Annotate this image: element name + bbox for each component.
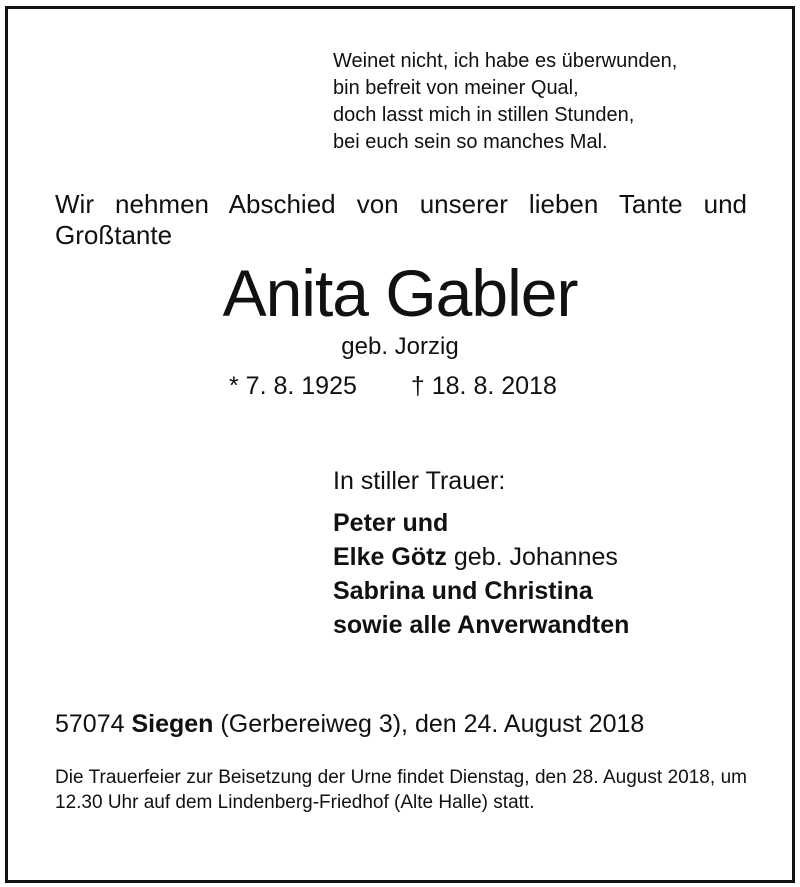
mourner-line: Sabrina und Christina bbox=[333, 577, 593, 605]
address-date: (Gerbereiweg 3), den 24. August 2018 bbox=[220, 710, 645, 738]
mourning-heading: In stiller Trauer: bbox=[333, 467, 506, 495]
place-and-date bbox=[55, 708, 644, 740]
mourner-birth-name: geb. Johannes bbox=[446, 543, 618, 571]
life-dates bbox=[229, 371, 557, 401]
death-date: † 18. 8. 2018 bbox=[410, 372, 557, 400]
zip-code: 57074 bbox=[55, 710, 125, 738]
poem-line: bin befreit von meiner Qual, bbox=[333, 77, 579, 99]
mourners-block bbox=[333, 464, 629, 642]
mourner-line bbox=[333, 540, 629, 574]
poem bbox=[333, 48, 677, 156]
birth-date: * 7. 8. 1925 bbox=[229, 372, 357, 400]
ceremony-info: Die Trauerfeier zur Beisetzung der Urne findet Dienstag, den 28. August 2018, um 12.30 Uhr auf dem Lindenberg-Friedhof (Alte Halle) statt. bbox=[55, 767, 747, 813]
mourner-line: Peter und bbox=[333, 509, 449, 537]
city: Siegen bbox=[131, 710, 214, 738]
poem-line: doch lasst mich in stillen Stunden, bbox=[333, 104, 635, 126]
mourner-name: Elke Götz bbox=[333, 543, 447, 571]
poem-line: Weinet nicht, ich habe es überwunden, bbox=[333, 50, 678, 72]
farewell-intro: Wir nehmen Abschied von unserer lieben Tante und Großtante bbox=[55, 189, 747, 250]
poem-line: bei euch sein so manches Mal. bbox=[333, 131, 608, 153]
birth-name: geb. Jorzig bbox=[341, 333, 459, 360]
deceased-name: Anita Gabler bbox=[222, 256, 578, 330]
mourner-line: sowie alle Anverwandten bbox=[333, 611, 630, 639]
